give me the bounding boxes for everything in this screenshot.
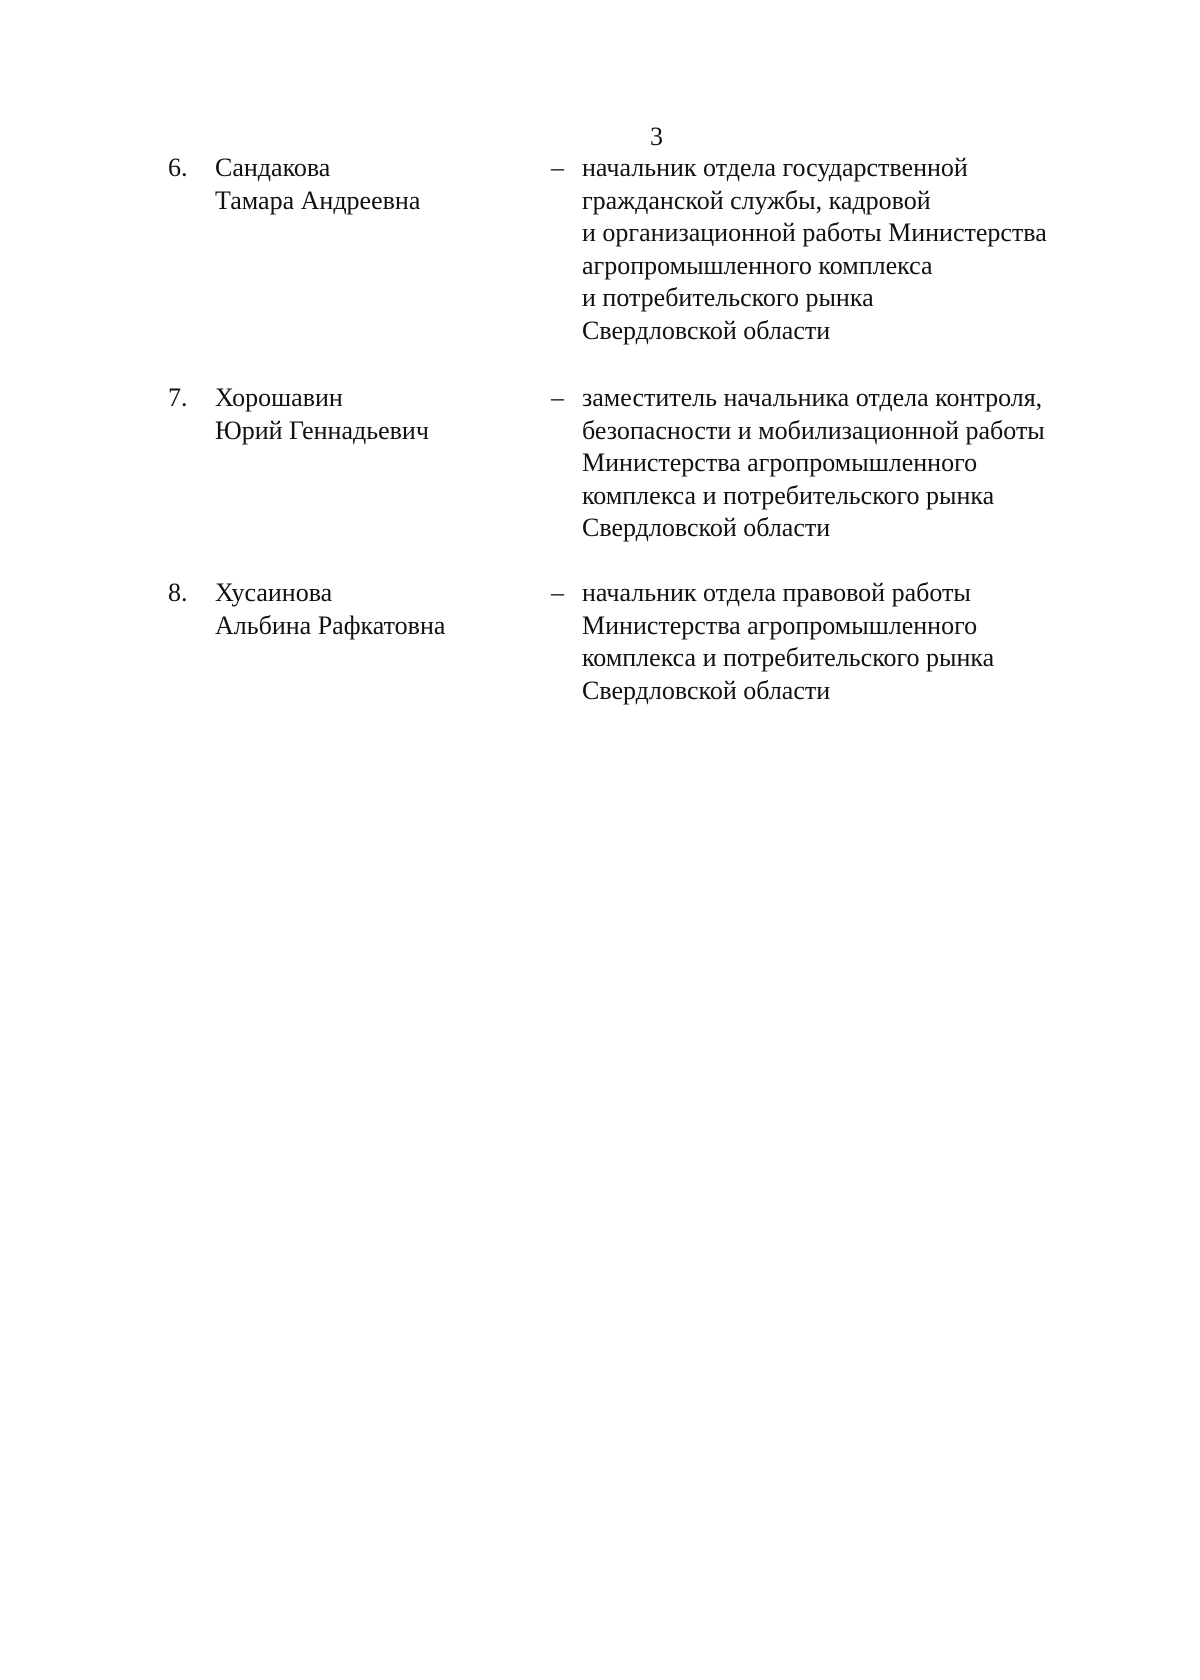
person-name (215, 577, 445, 642)
position-line: безопасности и мобилизационной работы (582, 415, 1045, 445)
position-line: заместитель начальника отдела контроля, (582, 383, 1043, 412)
position-line: Министерства агропромышленного (582, 448, 978, 477)
given-names: Юрий Геннадьевич (215, 415, 429, 445)
given-names: Тамара Андреевна (215, 185, 421, 215)
position-description (582, 577, 1142, 707)
position-line: агропромышленного комплекса (582, 250, 933, 280)
position-line: гражданской службы, кадровой (582, 185, 931, 215)
page-number: 3 (650, 122, 663, 151)
position-line: Свердловской области (582, 315, 831, 345)
entry-number: 8. (168, 578, 188, 607)
position-line: комплекса и потребительского рынка (582, 480, 995, 510)
position-line: Свердловской области (582, 675, 831, 705)
position-line: и организационной работы Министерства (582, 218, 1047, 247)
position-line: Свердловской области (582, 513, 831, 542)
surname: Сандакова (215, 153, 331, 182)
position-line: начальник отдела государственной (582, 153, 968, 182)
person-name (215, 152, 420, 217)
surname: Хорошавин (215, 383, 343, 412)
position-line: начальник отдела правовой работы (582, 578, 971, 607)
position-line: и потребительского рынка (582, 283, 874, 312)
entry-number: 7. (168, 383, 188, 412)
position-description (582, 382, 1142, 545)
position-description (582, 152, 1142, 347)
position-line: Министерства агропромышленного (582, 610, 978, 640)
dash-separator: – (551, 153, 564, 182)
entry-number: 6. (168, 153, 188, 182)
person-name (215, 382, 429, 447)
position-line: комплекса и потребительского рынка (582, 643, 995, 672)
surname: Хусаинова (215, 578, 333, 607)
dash-separator: – (551, 578, 564, 607)
given-names: Альбина Рафкатовна (215, 610, 446, 640)
dash-separator: – (551, 383, 564, 412)
